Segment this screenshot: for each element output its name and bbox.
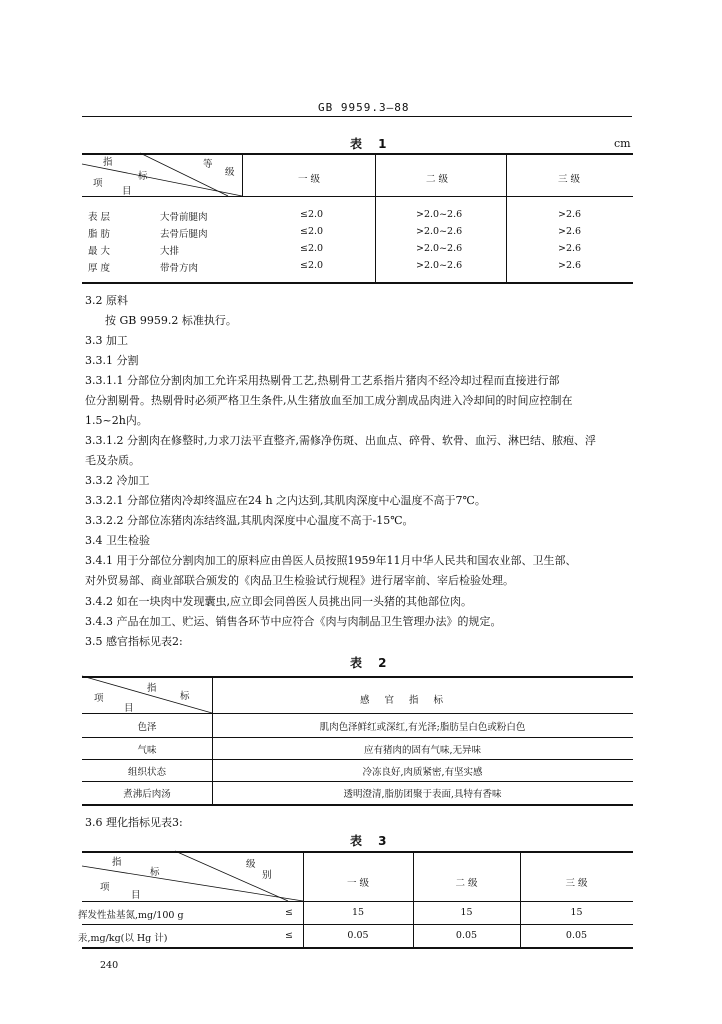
- table3-row-op: ≤: [285, 907, 293, 918]
- table2-diag-top2: 标: [180, 691, 190, 702]
- table2-row-value: 肌肉色泽鲜红或深红,有光泽;脂肪呈白色或粉白色: [319, 722, 526, 733]
- table1-row-g2: >2.0~2.6: [416, 226, 463, 237]
- table3-row-g1: 0.05: [347, 930, 369, 941]
- table3-row-g3: 15: [570, 907, 583, 918]
- section-3-5: 3.5 感官指标见表2:: [85, 635, 183, 648]
- section-3-3-2: 3.3.2 冷加工: [85, 474, 150, 487]
- table3-diag-top: 指: [112, 857, 122, 868]
- table1-grade-1: 一 级: [298, 174, 321, 185]
- section-3-3-1-1-c: 1.5~2h内。: [85, 414, 148, 427]
- table2-diag-sub: 目: [124, 703, 134, 714]
- table2-row-name: 色泽: [137, 722, 157, 733]
- table3-diag-sub: 目: [131, 890, 141, 901]
- table1-row-part: 大排: [160, 246, 180, 257]
- table1-row-g1: ≤2.0: [300, 209, 324, 220]
- table1-row-name: 厚 度: [88, 263, 111, 274]
- table1-diag-grade2: 级: [225, 167, 235, 178]
- table1-row-g1: ≤2.0: [300, 243, 324, 254]
- table3-row-g2: 0.05: [455, 930, 478, 941]
- table1-caption: 表 1: [350, 137, 393, 151]
- table2-row-value: 冷冻良好,肉质紧密,有坚实感: [362, 767, 483, 778]
- table2-caption: 表 2: [350, 656, 393, 670]
- section-3-4-1-a: 3.4.1 用于分部位分割肉加工的原料应由兽医人员按照1959年11月中华人民共和国农业部、卫生部、: [85, 554, 577, 567]
- table3-grade-1: 一 级: [346, 878, 370, 889]
- table1-diag-grade: 等: [203, 159, 213, 170]
- section-3-3: 3.3 加工: [85, 334, 128, 347]
- table3-caption: 表 3: [350, 834, 393, 848]
- table1-diag-mid: 标: [138, 171, 148, 182]
- table2-row-value: 透明澄清,脂肪团聚于表面,具特有香味: [343, 789, 502, 800]
- table1-row-name: 脂 肪: [88, 229, 111, 240]
- table1-diag-item: 项: [93, 178, 103, 189]
- section-3-4-1-b: 对外贸易部、商业部联合颁发的《肉品卫生检验试行规程》进行屠宰前、宰后检验处理。: [85, 574, 514, 587]
- table3-row-name: 挥发性盐基氮,mg/100 g: [78, 910, 184, 921]
- table3-row-g3: 0.05: [565, 930, 588, 941]
- table3-row-name: 汞,mg/kg(以 Hg 计): [78, 933, 168, 944]
- table1-row-g3: >2.6: [558, 260, 582, 271]
- section-3-2: 3.2 原料: [85, 294, 128, 307]
- table3-diag-grade: 级: [246, 859, 256, 870]
- table2-header: 感 官 指 标: [360, 695, 450, 706]
- table1-row-g3: >2.6: [558, 226, 582, 237]
- table3-diag-item: 项: [100, 882, 110, 893]
- section-3-3-2-1: 3.3.2.1 分部位猪肉冷却终温应在24 h 之内达到,其肌肉深度中心温度不高于7℃。: [85, 494, 486, 507]
- section-3-3-2-2: 3.3.2.2 分部位冻猪肉冻结终温,其肌肉深度中心温度不高于-15℃。: [85, 514, 414, 527]
- section-3-4-3: 3.4.3 产品在加工、贮运、销售各环节中应符合《肉与肉制品卫生管理办法》的规定。: [85, 615, 502, 628]
- table2-row-name: 煮沸后肉汤: [123, 789, 171, 800]
- table1-row-part: 带骨方肉: [160, 263, 199, 274]
- table2-row-value: 应有猪肉的固有气味,无异味: [363, 745, 482, 756]
- table1-row-g3: >2.6: [558, 209, 582, 220]
- table1-row-name: 最 大: [88, 246, 111, 257]
- table3-diag-mid: 标: [150, 867, 160, 878]
- table1-diag-sub: 目: [122, 186, 132, 197]
- standard-code: GB 9959.3—88: [318, 101, 410, 114]
- page-number: 240: [100, 960, 119, 971]
- table1-grade-3: 三 级: [558, 174, 581, 185]
- table1-grade-2: 二 级: [426, 174, 449, 185]
- table1-row-g1: ≤2.0: [300, 260, 324, 271]
- table1-row-g2: >2.0~2.6: [416, 243, 463, 254]
- table2-row-name: 组织状态: [127, 767, 166, 778]
- section-3-4-2: 3.4.2 如在一块肉中发现囊虫,应立即会同兽医人员挑出同一头猪的其他部位肉。: [85, 595, 472, 608]
- table1-unit: cm: [614, 137, 631, 150]
- table3-row-g2: 15: [460, 907, 473, 918]
- section-3-3-1-1-a: 3.3.1.1 分部位分割肉加工允许采用热剔骨工艺,热剔骨工艺系指片猪肉不经冷却过程而直接进行部: [85, 374, 560, 387]
- table2-row-name: 气味: [137, 745, 157, 756]
- table3-row-op: ≤: [285, 930, 293, 941]
- table1-row-g2: >2.0~2.6: [416, 260, 463, 271]
- section-3-4: 3.4 卫生检验: [85, 534, 150, 547]
- table3-grade-3: 三 级: [565, 878, 588, 889]
- table2-diag-top: 指: [147, 683, 157, 694]
- section-3-3-1-1-b: 位分割剔骨。热剔骨时必须严格卫生条件,从生猪放血至加工成分割成品肉进入冷却间的时间应控制在: [85, 394, 573, 407]
- section-3-3-1-2-b: 毛及杂质。: [85, 454, 140, 467]
- table1-diag-top: 指: [103, 157, 113, 168]
- table1-row-g3: >2.6: [558, 243, 582, 254]
- table1-row-g2: >2.0~2.6: [416, 209, 463, 220]
- table1-row-name: 表 层: [88, 212, 111, 223]
- table1-row-part: 去骨后腿肉: [160, 229, 208, 240]
- table2-diag-item: 项: [94, 693, 104, 704]
- section-3-2-body: 按 GB 9959.2 标准执行。: [105, 314, 237, 327]
- section-3-6: 3.6 理化指标见表3:: [85, 816, 183, 829]
- table1-row-g1: ≤2.0: [300, 226, 324, 237]
- table3-row-g1: 15: [351, 907, 365, 918]
- section-3-3-1-2-a: 3.3.1.2 分割肉在修整时,力求刀法平直整齐,需修净伤斑、出血点、碎骨、软骨、血污、淋巴结、脓疱、浮: [85, 434, 596, 447]
- table1-row-part: 大骨前腿肉: [160, 212, 208, 223]
- table3-grade-2: 二 级: [455, 878, 478, 889]
- section-3-3-1: 3.3.1 分割: [85, 354, 139, 367]
- table3-diag-grade2: 别: [262, 870, 272, 881]
